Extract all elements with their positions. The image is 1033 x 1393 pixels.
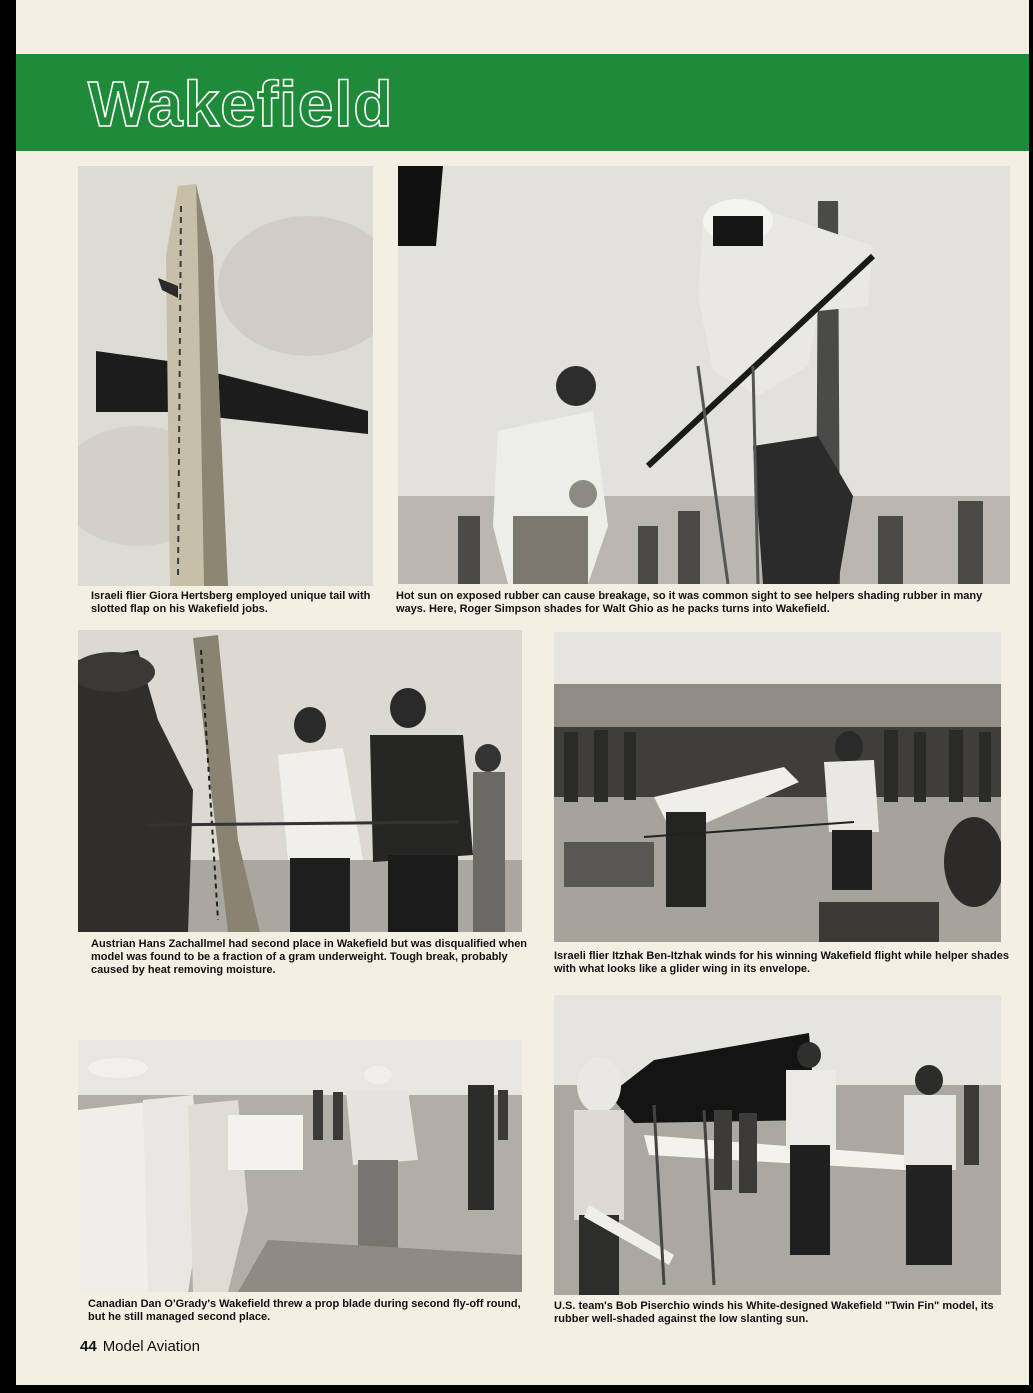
caption-6: U.S. team's Bob Piserchio winds his White-designed Wakefield "Twin Fin" model, its rubber well-shaded against the low slanting sun. [554,1300,994,1325]
page-title: Wakefield [88,68,394,140]
photo-tail-closeup [78,166,373,586]
caption-1: Israeli flier Giora Hertsberg employed unique tail with slotted flap on his Wakefield jobs. [91,590,371,615]
photo-winding-helper [398,166,1010,584]
caption-2: Hot sun on exposed rubber can cause breakage, so it was common sight to see helpers shading rubber in many ways. Here, Roger Simpson shades for Walt Ghio as he packs turns into Wakefield. [396,590,983,615]
caption-4: Israeli flier Itzhak Ben-Itzhak winds for his winning Wakefield flight while helper shades with what looks like a glider wing in its envelope. [554,950,1009,975]
magazine-name: Model Aviation [102,1338,200,1355]
page-number: 44 [80,1338,97,1355]
photo-canadian-flier [78,1040,522,1292]
photo-us-team [554,995,1001,1295]
magazine-page [16,0,1029,1385]
title-banner [16,54,1029,151]
caption-3: Austrian Hans Zachallmel had second place in Wakefield but was disqualified when model was found to be a fraction of a gram underweight. Tough break, probably caused by heat removing moisture. [91,938,528,976]
photo-austrian-flier [78,630,522,932]
photo-israeli-winner [554,632,1001,942]
caption-5: Canadian Dan O'Grady's Wakefield threw a prop blade during second fly-off round, but he still managed second place. [88,1298,521,1323]
page-footer [80,1338,200,1355]
